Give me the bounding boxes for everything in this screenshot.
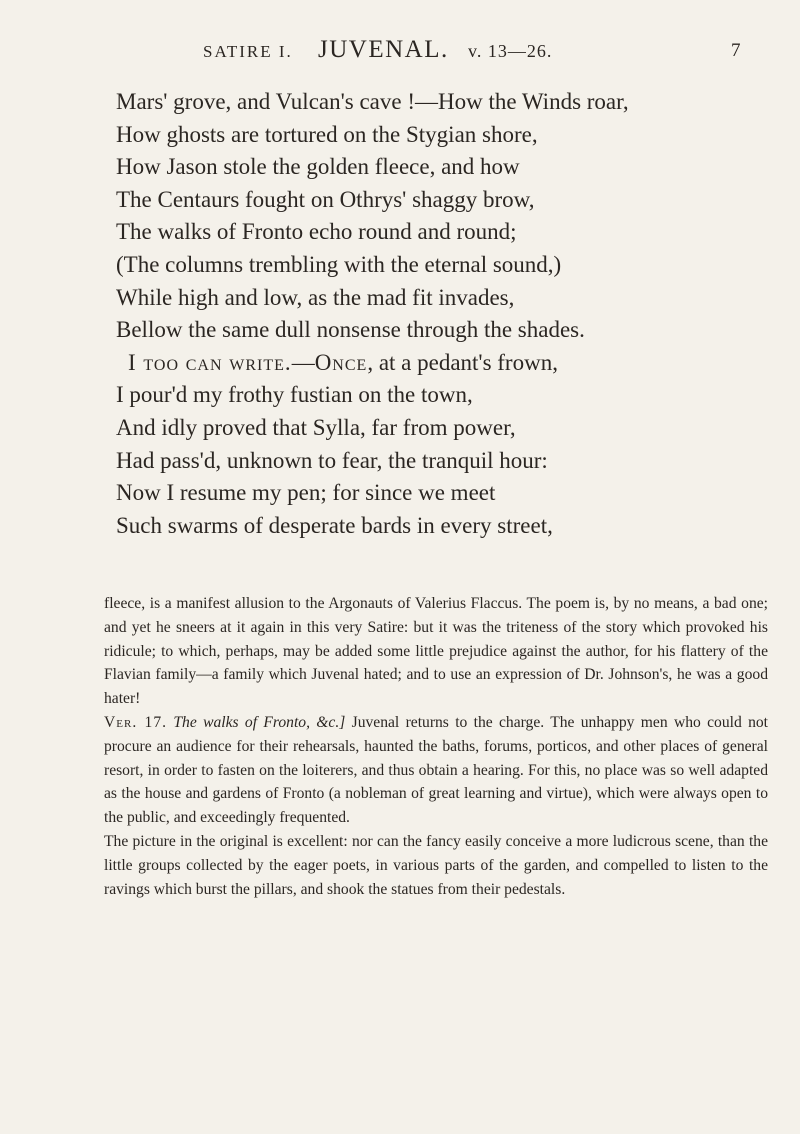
verse-dash: — — [291, 349, 315, 375]
verse-line: I pour'd my frothy fustian on the town, — [116, 382, 473, 408]
note-reference: Ver. 17. — [104, 713, 168, 731]
note-paragraph — [104, 711, 768, 830]
verse-line: Now I resume my pen; for since we meet — [116, 480, 496, 506]
page-number: 7 — [731, 40, 741, 61]
footnotes — [104, 592, 768, 901]
note-quote: The walks of Fronto, &c.] — [173, 713, 346, 731]
verse-line: The Centaurs fought on Othrys' shaggy brow, — [116, 186, 535, 212]
verse-line: Mars' grove, and Vulcan's cave !—How the Winds roar, — [116, 89, 629, 114]
verse-line: How ghosts are tortured on the Stygian shore, — [116, 121, 538, 147]
header-section: SATIRE I. — [203, 42, 293, 61]
verse-line: (The columns trembling with the eternal sound,) — [116, 251, 562, 277]
verse-line: While high and low, as the mad fit invades, — [116, 284, 515, 310]
note-paragraph: The picture in the original is excellent: nor can the fancy easily conceive a more ludicrous scene, than the little groups collected by the eager poets, in various parts of the garden, and compelled to listen to the ravings which burst the pillars, and shook the statues from their pedestals. — [104, 832, 768, 898]
verse-block — [116, 86, 776, 542]
header-author: JUVENAL. — [318, 36, 449, 63]
verse-smallcaps: Once — [314, 349, 368, 375]
verse-line: Bellow the same dull nonsense through the shades. — [116, 317, 585, 343]
verse-line: The walks of Fronto echo round and round; — [116, 219, 517, 245]
verse-text: , at a pedant's frown, — [367, 349, 558, 375]
verse-smallcaps: I too can write. — [128, 349, 292, 375]
note-paragraph: fleece, is a manifest allusion to the Argonauts of Valerius Flaccus. The poem is, by no means, a bad one; and yet he sneers at it again in this very Satire: but it was the triteness of the story which provoked his ridicule; to which, perhaps, may be added some little prejudice against the author, for his flattery of the Flavian family—a family which Juvenal hated; and to use an expression of Dr. Johnson's, he was a good hater! — [104, 595, 768, 708]
header-verses: v. 13—26. — [468, 41, 553, 61]
verse-line: And idly proved that Sylla, far from power, — [116, 414, 516, 440]
verse-line: Had pass'd, unknown to fear, the tranquil hour: — [116, 447, 548, 473]
verse-line — [116, 347, 776, 380]
running-header — [0, 36, 800, 66]
verse-line: How Jason stole the golden fleece, and how — [116, 154, 520, 180]
verse-line: Such swarms of desperate bards in every street, — [116, 512, 553, 538]
note-text: Juvenal returns to the charge. The unhappy men who could not procure an audience for their rehearsals, haunted the baths, forums, porticos, and other places of general resort, in order to fasten on the loiterers, and thus obtain a hearing. For this, no place was so well adapted as the house and gardens of Fronto (a nobleman of great learning and virtue), which were always open to the public, and exceedingly frequented. — [104, 713, 768, 827]
